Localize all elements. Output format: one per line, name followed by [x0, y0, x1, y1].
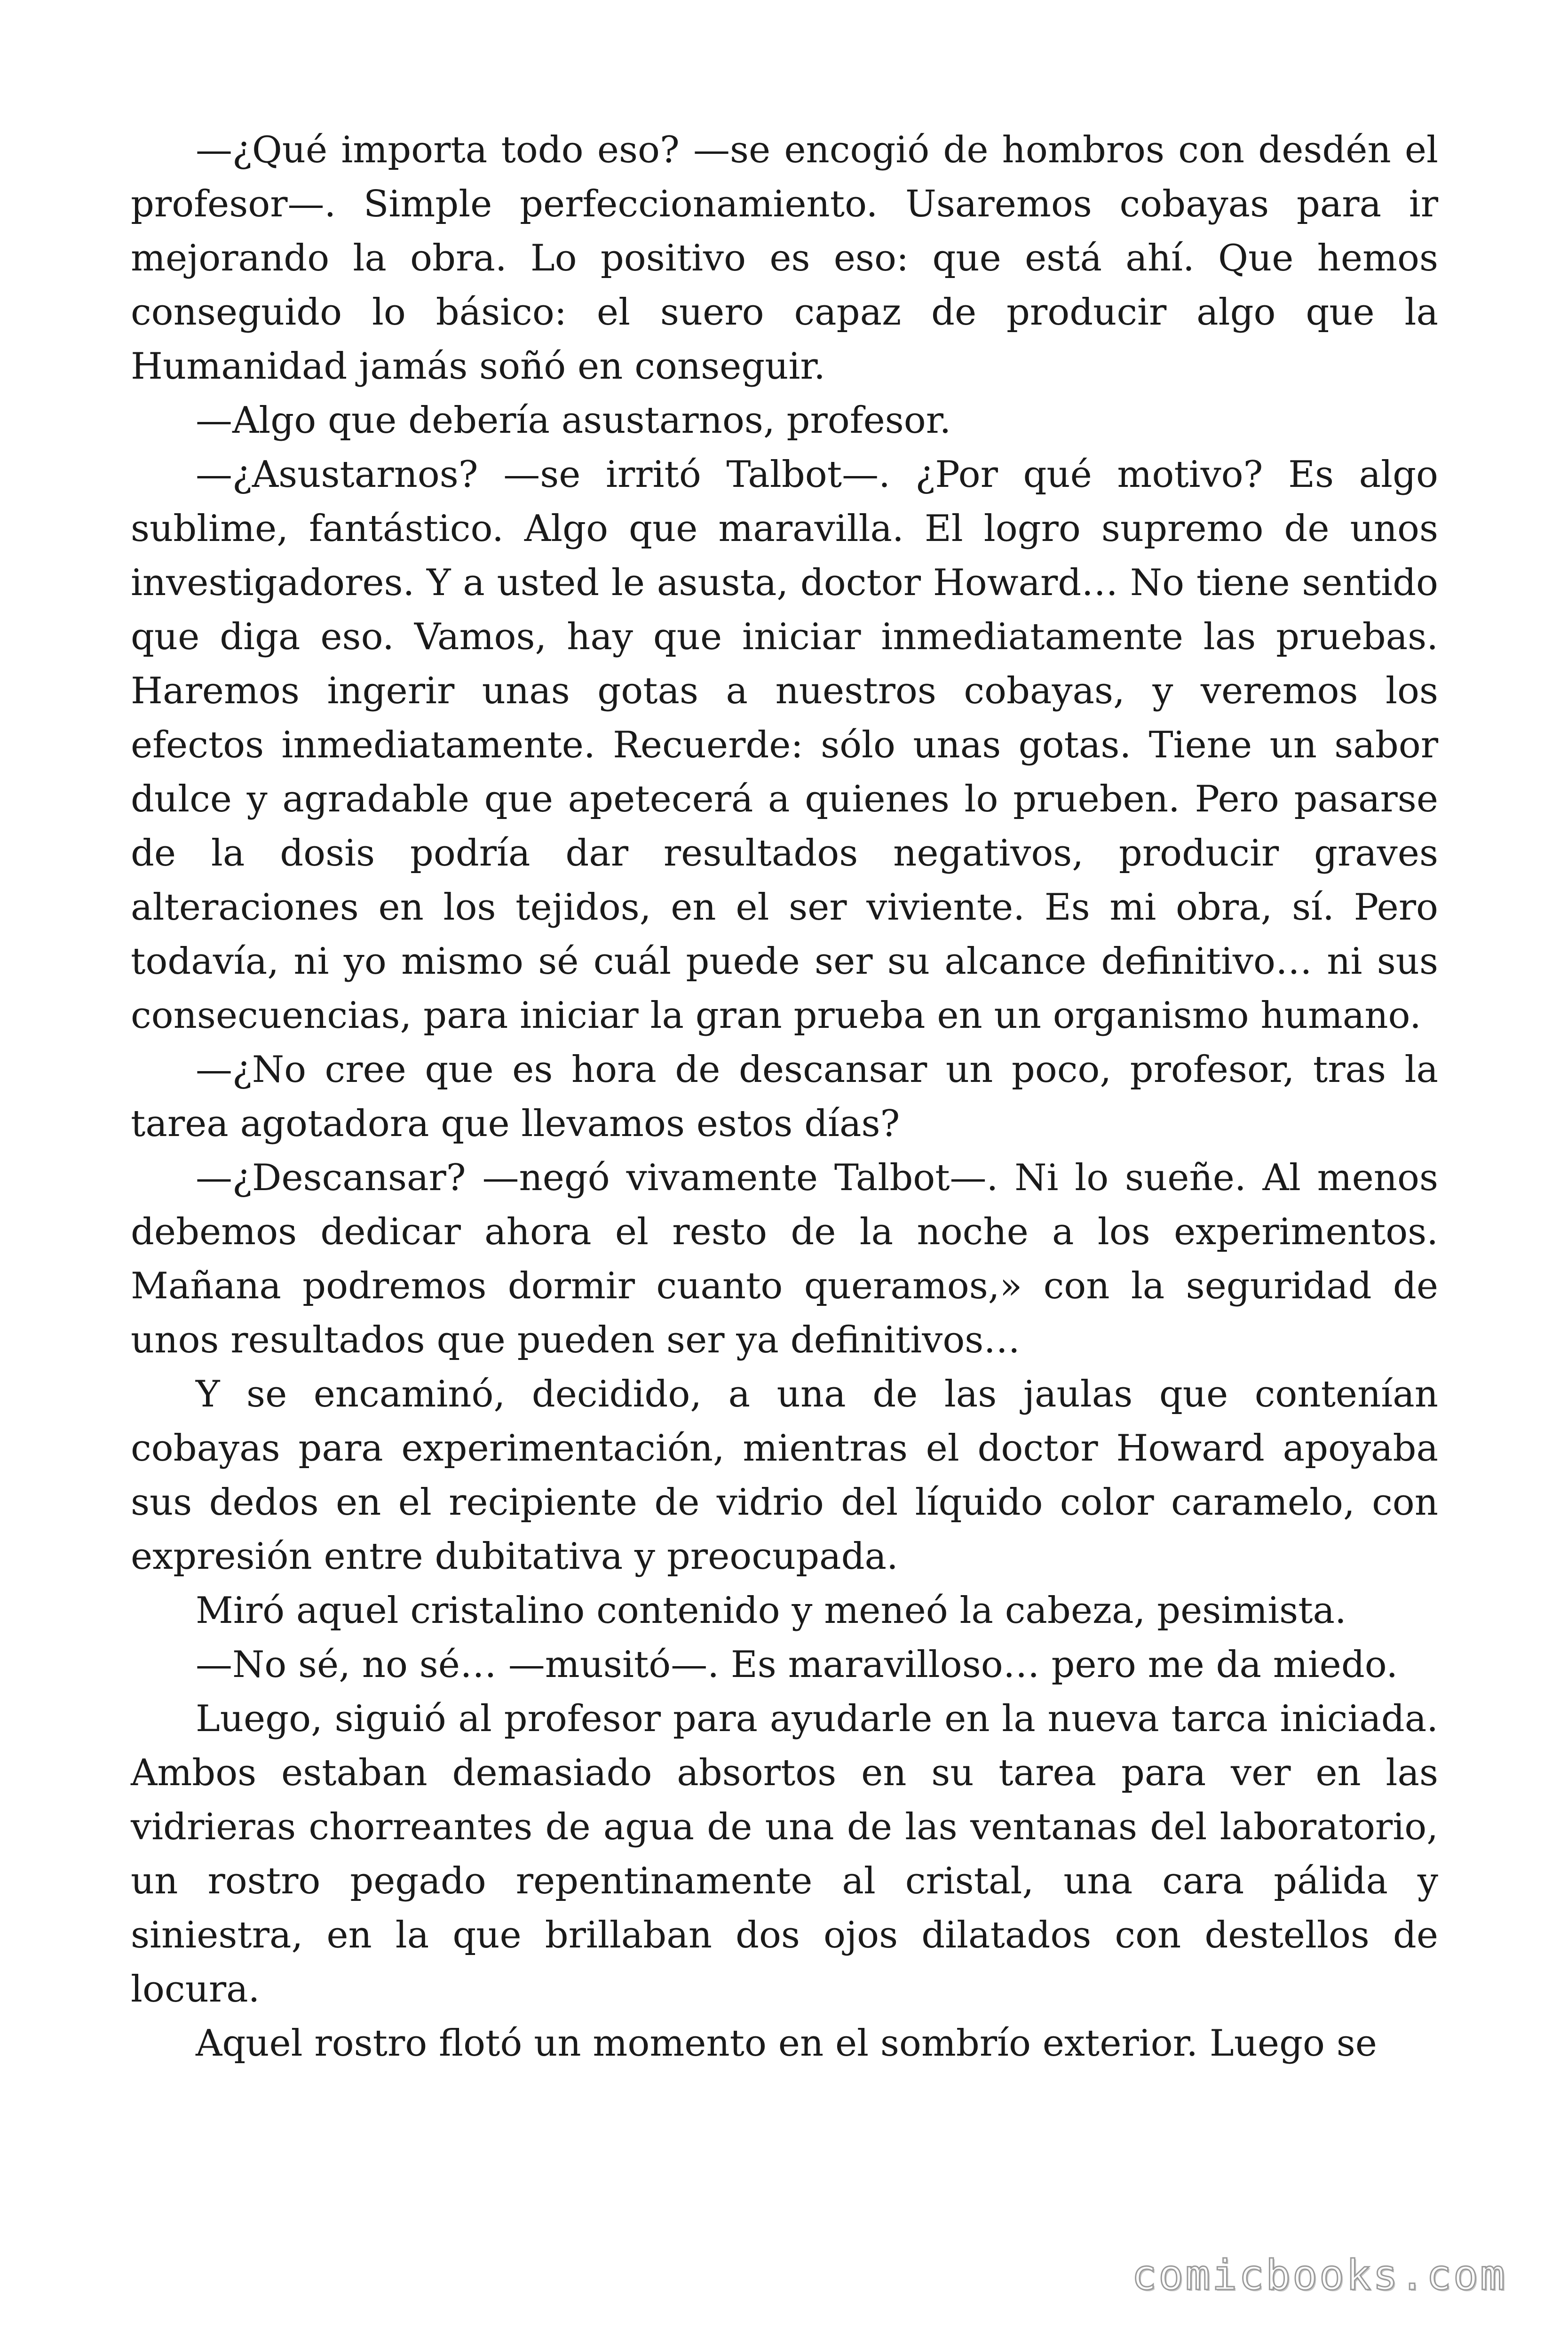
paragraph: Aquel rostro flotó un momento en el sombrío exterior. Luego se [196, 2022, 1377, 2065]
paragraph: —¿No cree que es hora de descansar un poco, profesor, tras la tarea agotadora que llevamos estos días? [131, 1049, 1438, 1145]
paragraph: Y se encaminó, decidido, a una de las jaulas que contenían cobayas para experimentación, mientras el doctor Howard apoyaba sus dedos en el recipiente de vidrio del líquido color caramelo, con expresión entre dubitativa y preocupada. [131, 1373, 1438, 1578]
paragraph: —¿Descansar? —negó vivamente Talbot—. Ni lo sueñe. Al menos debemos dedicar ahora el resto de la noche a los experimentos. Mañana podremos dormir cuanto queramos,» con la seguridad de unos resultados que pueden ser ya definitivos… [131, 1157, 1438, 1361]
paragraph: —No sé, no sé… —musitó—. Es maravilloso… pero me da miedo. [196, 1644, 1398, 1686]
paragraph: —Algo que debería asustarnos, profesor. [196, 399, 951, 442]
paragraph: —¿Qué importa todo eso? —se encogió de hombros con desdén el profesor—. Simple perfeccionamiento. Usaremos cobayas para ir mejorando la obra. Lo positivo es eso: que está ahí. Que hemos conseguido lo básico: el suero capaz de producir algo que la Humanidad jamás soñó en conseguir. [131, 129, 1438, 388]
paragraph: —¿Asustarnos? —se irritó Talbot—. ¿Por qué motivo? Es algo sublime, fantástico. Algo que maravilla. El logro supremo de unos investigadores. Y a usted le asusta, doctor Howard… No tiene sentido que diga eso. Vamos, hay que iniciar inmediatamente las pruebas. Haremos ingerir unas gotas a nuestros cobayas, y veremos los efectos inmediatamente. Recuerde: sólo unas gotas. Tiene un sabor dulce y agradable que apetecerá a quienes lo prueben. Pero pasarse de la dosis podría dar resultados negativos, producir graves alteraciones en los tejidos, en el ser viviente. Es mi obra, sí. Pero todavía, ni yo mismo sé cuál puede ser su alcance definitivo… ni sus consecuencias, para iniciar la gran prueba en un organismo humano. [131, 453, 1438, 1037]
paragraph: Miró aquel cristalino contenido y meneó la cabeza, pesimista. [196, 1589, 1346, 1632]
paragraph: Luego, siguió al profesor para ayudarle en la nueva tarca iniciada. Ambos estaban demasiado absortos en su tarea para ver en las vidrieras chorreantes de agua de una de las ventanas del laboratorio, un rostro pegado repentinamente al cristal, una cara pálida y siniestra, en la que brillaban dos ojos dilatados con destellos de locura. [131, 1698, 1438, 2010]
body-text [131, 123, 1438, 2071]
watermark: comicbooks.com [1132, 2251, 1507, 2299]
